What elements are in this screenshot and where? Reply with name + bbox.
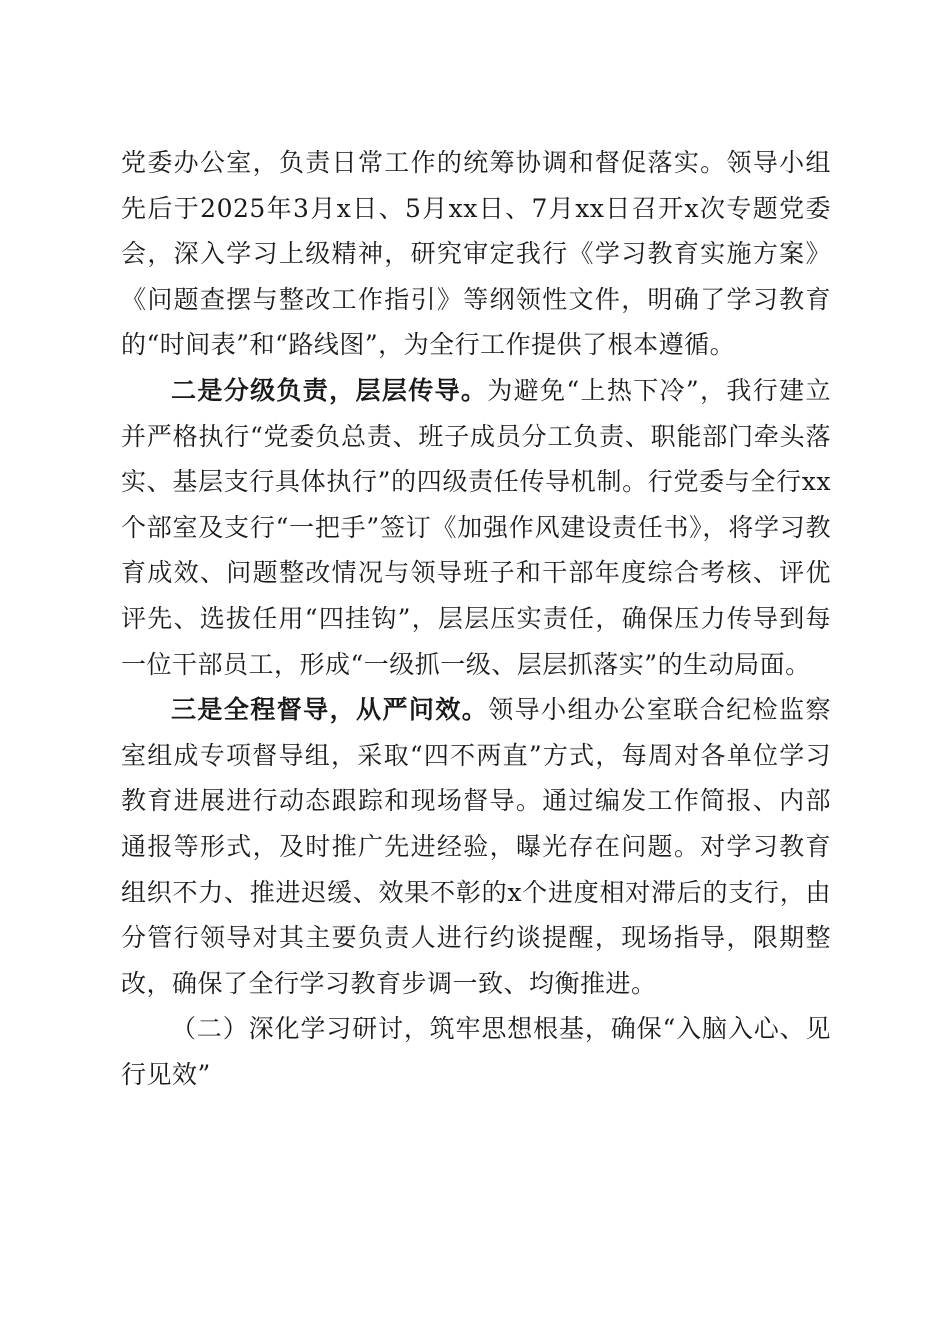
section-heading-text: （二）深化学习研讨，筑牢思想根基，确保“入脑入心、见行见效” (121, 1014, 831, 1089)
paragraph-lead: 二是分级负责，层层传导。 (171, 375, 488, 405)
document-body (121, 140, 831, 1097)
paragraph-lead: 三是全程督导，从严问效。 (171, 695, 489, 725)
paragraph-tiered-responsibility (121, 368, 831, 687)
paragraph-text: 为避免“上热下冷”，我行建立并严格执行“党委负总责、班子成员分工负责、职能部门牵头落实、基层支行具体执行”的四级责任传导机制。行党委与全行xx个部室及支行“一把手”签订《加强作风建设责任书》，将学习教育成效、问题整改情况与领导班子和干部年度综合考核、评优评先、选拔任用“四挂钩”，层层压实责任，确保压力传导到每一位干部员工，形成“一级抓一级、层层抓落实”的生动局面。 (121, 375, 831, 679)
paragraph-continuation (121, 140, 831, 368)
paragraph-text: 党委办公室，负责日常工作的统筹协调和督促落实。领导小组先后于2025年3月x日、5月xx日、7月xx日召开x次专题党委会，深入学习上级精神，研究审定我行《学习教育实施方案》《问题查摆与整改工作指引》等纲领性文件，明确了学习教育的“时间表”和“路线图”，为全行工作提供了根本遵循。 (121, 148, 831, 360)
paragraph-text: 领导小组办公室联合纪检监察室组成专项督导组，采取“四不两直”方式，每周对各单位学习教育进展进行动态跟踪和现场督导。通过编发工作简报、内部通报等形式，及时推广先进经验，曝光存在问题。对学习教育组织不力、推进迟缓、效果不彰的x个进度相对滞后的支行，由分管行领导对其主要负责人进行约谈提醒，现场指导，限期整改，确保了全行学习教育步调一致、均衡推进。 (121, 695, 831, 998)
section-heading (121, 1006, 831, 1097)
paragraph-full-supervision (121, 687, 831, 1006)
